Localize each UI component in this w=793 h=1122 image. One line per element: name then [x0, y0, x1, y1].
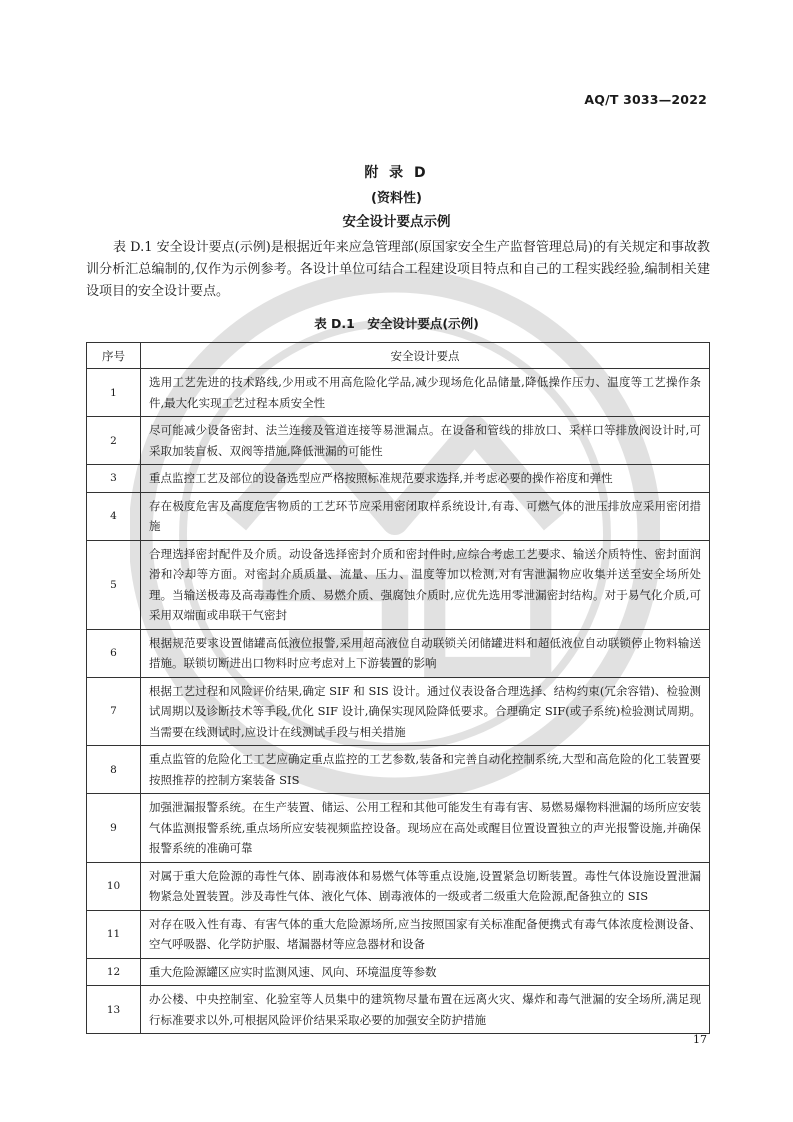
row-text: 重点监管的危险化工工艺应确定重点监控的工艺参数,装备和完善自动化控制系统,大型和高危险的化工装置要按照推荐的控制方案装备 SIS: [141, 746, 710, 794]
table-row: [87, 369, 710, 417]
intro-paragraph: 表 D.1 安全设计要点(示例)是根据近年来应急管理部(原国家安全生产监督管理总局)的有关规定和事故教训分析汇总编制的,仅作为示例参考。各设计单位可结合工程建设项目特点和自己的工程实践经验,编制相关建设项目的安全设计要点。: [86, 240, 710, 299]
table-row: [87, 540, 710, 629]
table-row: [87, 746, 710, 794]
row-number: 8: [87, 746, 141, 794]
row-number: 11: [87, 910, 141, 958]
safety-design-table: [86, 342, 710, 1034]
row-number: 1: [87, 369, 141, 417]
appendix-title: 附 录 D: [364, 165, 429, 181]
appendix-heading: 安全设计要点示例: [342, 214, 451, 230]
row-text: 根据规范要求设置储罐高低液位报警,采用超高液位自动联锁关闭储罐进料和超低液位自动联锁停止物料输送措施。联锁切断进出口物料时应考虑对上下游装置的影响: [141, 629, 710, 677]
standard-code: AQ/T 3033—2022: [584, 92, 707, 107]
row-text: 合理选择密封配件及介质。动设备选择密封介质和密封件时,应综合考虑工艺要求、输送介质特性、密封面润滑和冷却等方面。对密封介质质量、流量、压力、温度等加以检测,对有害泄漏物应收集并送至安全场所处理。当输送极毒及高毒毒性介质、易燃介质、强腐蚀介质时,应优先选用零泄漏密封结构。对于易气化介质,可采用双端面或串联干气密封: [141, 540, 710, 629]
table-row: [87, 986, 710, 1034]
row-text: 选用工艺先进的技术路线,少用或不用高危险化学品,减少现场危化品储量,降低操作压力、温度等工艺操作条件,最大化实现工艺过程本质安全性: [141, 369, 710, 417]
table-row: [87, 958, 710, 986]
appendix-subtitle: (资料性): [371, 191, 422, 206]
row-text: 根据工艺过程和风险评价结果,确定 SIF 和 SIS 设计。通过仪表设备合理选择、结构约束(冗余容错)、检验测试周期以及诊断技术等手段,优化 SIF 设计,确保实现风险降低要求。合理确定 SIF(或子系统)检验测试周期。当需要在线测试时,应设计在线测试手段与相关措施: [141, 677, 710, 746]
row-text: 重点监控工艺及部位的设备选型应严格按照标准规范要求选择,并考虑必要的操作裕度和弹性: [141, 465, 710, 493]
row-text: 对存在吸入性有毒、有害气体的重大危险源场所,应当按照国家有关标准配备便携式有毒气体浓度检测设备、空气呼吸器、化学防护服、堵漏器材等应急器材和设备: [141, 910, 710, 958]
row-text: 对属于重大危险源的毒性气体、剧毒液体和易燃气体等重点设施,设置紧急切断装置。毒性气体设施设置泄漏物紧急处置装置。涉及毒性气体、液化气体、剧毒液体的一级或者二级重大危险源,配备独立的 SIS: [141, 862, 710, 910]
table-row: [87, 910, 710, 958]
page-number: 17: [693, 1033, 707, 1046]
row-number: 10: [87, 862, 141, 910]
row-number: 7: [87, 677, 141, 746]
row-number: 5: [87, 540, 141, 629]
table-row: [87, 677, 710, 746]
row-number: 12: [87, 958, 141, 986]
table-row: [87, 629, 710, 677]
table-row: [87, 417, 710, 465]
row-number: 3: [87, 465, 141, 493]
table-row: [87, 465, 710, 493]
table-row: [87, 794, 710, 863]
column-header-content: 安全设计要点: [141, 343, 710, 369]
row-number: 4: [87, 492, 141, 540]
row-number: 13: [87, 986, 141, 1034]
row-text: 尽可能减少设备密封、法兰连接及管道连接等易泄漏点。在设备和管线的排放口、采样口等排放阀设计时,可采取加装盲板、双阀等措施,降低泄漏的可能性: [141, 417, 710, 465]
row-number: 9: [87, 794, 141, 863]
table-row: [87, 492, 710, 540]
row-number: 6: [87, 629, 141, 677]
row-number: 2: [87, 417, 141, 465]
row-text: 存在极度危害及高度危害物质的工艺环节应采用密闭取样系统设计,有毒、可燃气体的泄压排放应采用密闭措施: [141, 492, 710, 540]
column-header-no: 序号: [87, 343, 141, 369]
table-row: [87, 862, 710, 910]
row-text: 重大危险源罐区应实时监测风速、风向、环境温度等参数: [141, 958, 710, 986]
table-header-row: [87, 343, 710, 369]
row-text: 加强泄漏报警系统。在生产装置、储运、公用工程和其他可能发生有毒有害、易燃易爆物料泄漏的场所应安装气体监测报警系统,重点场所应安装视频监控设备。现场应在高处或醒目位置设置独立的声光报警设施,并确保报警系统的准确可靠: [141, 794, 710, 863]
table-caption: 表 D.1 安全设计要点(示例): [314, 316, 479, 331]
row-text: 办公楼、中央控制室、化验室等人员集中的建筑物尽量布置在远离火灾、爆炸和毒气泄漏的安全场所,满足现行标准要求以外,可根据风险评价结果采取必要的加强安全防护措施: [141, 986, 710, 1034]
